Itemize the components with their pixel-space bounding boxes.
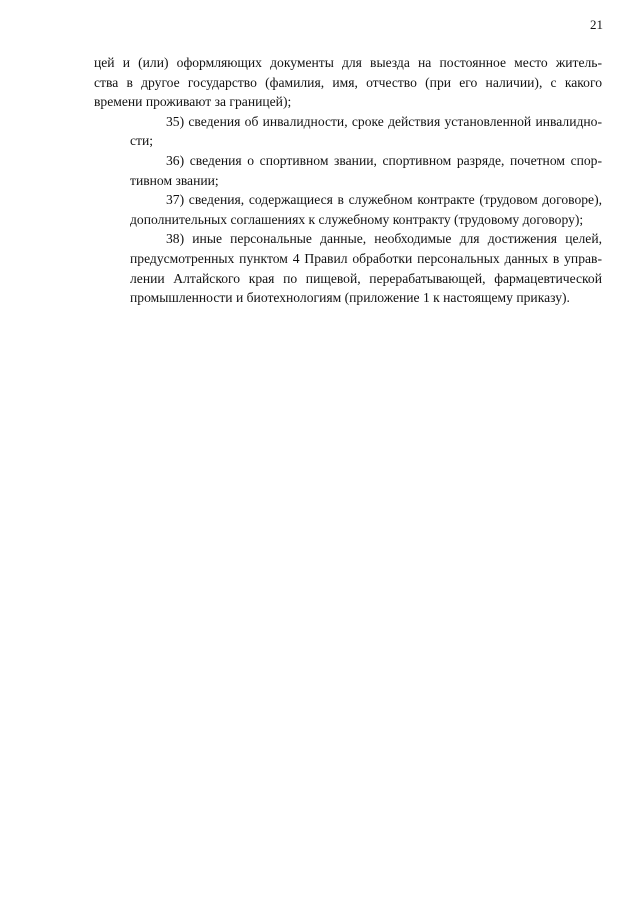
text-line: промышленности и биотехнологиям (приложение 1 к настоящему приказу). xyxy=(130,290,570,306)
paragraph-item-38 xyxy=(94,229,602,307)
text-line: дополнительных соглашениях к служебному контракту (трудовому договору); xyxy=(130,211,584,227)
text-line: тивном звании; xyxy=(130,172,219,188)
text-line: 38) иные персональные данные, необходимые для достижения целей, xyxy=(166,231,602,247)
text-line: лении Алтайского края по пищевой, перерабатывающей, фармацевтической xyxy=(130,270,602,286)
text-line: 35) сведения об инвалидности, сроке действия установленной инвалидно- xyxy=(166,113,602,129)
paragraph-item-35 xyxy=(94,112,602,151)
text-line: 37) сведения, содержащиеся в служебном контракте (трудовом договоре), xyxy=(166,192,602,208)
text-line: 36) сведения о спортивном звании, спортивном разряде, почетном спор- xyxy=(166,152,602,168)
paragraph-foreign-residence xyxy=(94,53,602,112)
page-number: 21 xyxy=(590,17,603,32)
text-line: ства в другое государство (фамилия, имя, отчество (при его наличии), с какого xyxy=(94,74,602,90)
paragraph-item-37 xyxy=(94,190,602,229)
paragraph-item-36 xyxy=(94,151,602,190)
text-line: сти; xyxy=(130,133,154,149)
text-line: предусмотренных пунктом 4 Правил обработки персональных данных в управ- xyxy=(130,250,602,266)
text-line: времени проживают за границей); xyxy=(94,94,292,110)
document-body xyxy=(94,53,602,308)
text-line: цей и (или) оформляющих документы для выезда на постоянное место житель- xyxy=(94,55,602,70)
